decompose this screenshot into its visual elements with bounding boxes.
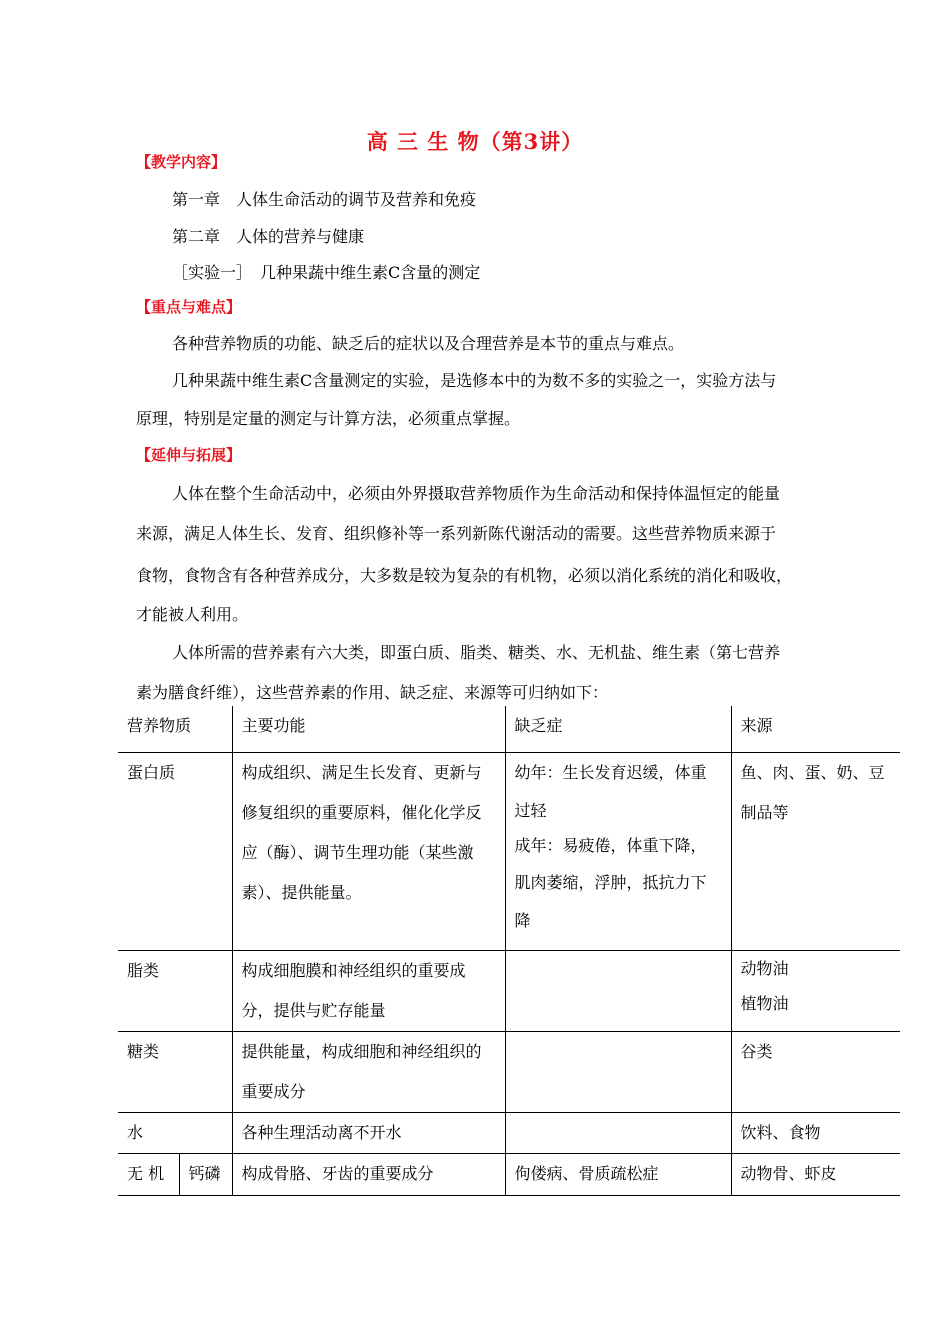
content-item: 第一章 人体生命活动的调节及营养和免疫 [172,190,477,209]
deficiency-cell [505,950,731,1031]
deficiency-cell [505,1031,731,1112]
page-title: 高 三 生 物（第3讲） [366,129,584,154]
nutrient-name: 蛋白质 [118,752,232,950]
header-cell: 缺乏症 [505,706,731,752]
source-cell [731,950,900,1031]
cell-line: 过轻 [514,800,547,820]
table-row [118,1153,900,1195]
cell-line: 构成骨胳、牙齿的重要成分 [241,1163,434,1183]
cell-line: 动物油 [740,958,789,978]
nutrient-name: 糖类 [118,1031,232,1112]
cell-line: 构成细胞膜和神经组织的重要成 [241,960,466,980]
ext-paragraph-line: 人体所需的营养素有六大类，即蛋白质、脂类、糖类、水、无机盐、维生素（第七营养 [172,643,781,662]
header-cell: 来源 [731,706,900,752]
cell-line: 佝偻病、骨质疏松症 [514,1163,659,1183]
nutrient-name: 无 机 [118,1153,179,1195]
cell-line: 分，提供与贮存能量 [241,1000,386,1020]
cell-line: 成年：易疲倦，体重下降， [514,835,707,855]
table-row [118,1031,900,1112]
cell-line: 植物油 [740,993,789,1013]
key-paragraph-line: 各种营养物质的功能、缺乏后的症状以及合理营养是本节的重点与难点。 [172,334,685,353]
table-row [118,752,900,950]
ext-paragraph-line: 人体在整个生命活动中，必须由外界摄取营养物质作为生命活动和保持体温恒定的能量 [172,484,781,503]
cell-line: 谷类 [740,1041,773,1061]
nutrient-subname: 钙磷 [179,1153,232,1195]
nutrient-name: 水 [118,1112,232,1153]
cell-line: 重要成分 [241,1081,306,1101]
table-row [118,1112,900,1153]
ext-paragraph-line: 来源，满足人体生长、发育、组织修补等一系列新陈代谢活动的需要。这些营养物质来源于 [136,524,777,543]
deficiency-cell [505,1112,731,1153]
ext-paragraph-line: 食物，食物含有各种营养成分，大多数是较为复杂的有机物，必须以消化系统的消化和吸收， [136,566,793,585]
section-heading-content: 【教学内容】 [136,153,227,171]
cell-line: 鱼、肉、蛋、奶、豆 [740,762,885,782]
content-item: 第二章 人体的营养与健康 [172,227,365,246]
key-paragraph-line: 原理，特别是定量的测定与计算方法，必须重点掌握。 [136,409,521,428]
cell-line: 各种生理活动离不开水 [241,1122,402,1142]
deficiency-cell [505,752,731,950]
content-item: ［实验一］ 几种果蔬中维生素C含量的测定 [172,263,481,282]
function-cell [232,1031,505,1112]
header-cell: 主要功能 [232,706,505,752]
nutrient-name: 脂类 [118,950,232,1031]
function-cell [232,950,505,1031]
deficiency-cell [505,1153,731,1195]
key-paragraph-line: 几种果蔬中维生素C含量测定的实验，是选修本中的为数不多的实验之一，实验方法与 [172,371,777,390]
source-cell [731,1153,900,1195]
section-heading-key: 【重点与难点】 [136,298,242,316]
function-cell [232,1112,505,1153]
function-cell [232,1153,505,1195]
source-cell [731,752,900,950]
header-cell: 营养物质 [118,706,232,752]
ext-paragraph-line: 素为膳食纤维），这些营养素的作用、缺乏症、来源等可归纳如下： [136,683,609,702]
ext-paragraph-line: 才能被人利用。 [136,605,249,624]
cell-line: 制品等 [740,802,789,822]
cell-line: 肌肉萎缩，浮肿，抵抗力下 [514,872,707,892]
cell-line: 修复组织的重要原料，催化化学反 [241,802,482,822]
source-cell [731,1031,900,1112]
cell-line: 素）、提供能量。 [241,882,362,902]
cell-line: 降 [514,910,531,930]
table-header-row [118,706,900,752]
cell-line: 动物骨、虾皮 [740,1163,837,1183]
cell-line: 饮料、食物 [740,1122,821,1142]
section-heading-extension: 【延伸与拓展】 [136,446,242,464]
nutrient-table [118,706,900,1196]
cell-line: 构成组织、满足生长发育、更新与 [241,762,482,782]
cell-line: 幼年：生长发育迟缓，体重 [514,762,707,782]
source-cell [731,1112,900,1153]
function-cell [232,752,505,950]
table-row [118,950,900,1031]
cell-line: 提供能量，构成细胞和神经组织的 [241,1041,482,1061]
cell-line: 应（酶）、调节生理功能（某些激 [241,842,474,862]
